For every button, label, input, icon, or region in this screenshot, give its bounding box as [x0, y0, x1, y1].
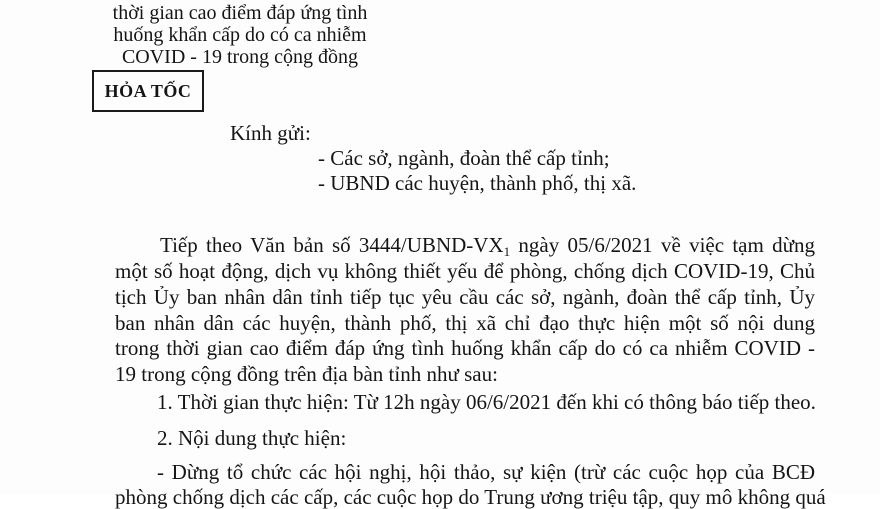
item-2-heading: 2. Nội dung thực hiện:: [157, 426, 347, 450]
item-2-bullet-line-2: phòng chống dịch các cấp, các cuộc họp do Trung ương triệu tập, quy mô không quá: [115, 485, 826, 509]
item-2-bullet-line-1: - Dừng tổ chức các hội nghị, hội thảo, sự kiện (trừ các cuộc họp của BCĐ: [157, 460, 815, 484]
body-paragraph-1-line-6: 19 trong cộng đồng trên địa bàn tỉnh như sau:: [115, 362, 498, 386]
body-paragraph-1-line-2: một số hoạt động, dịch vụ không thiết yếu để phòng, chống dịch COVID-19, Chủ: [115, 259, 815, 283]
urgency-stamp: [92, 70, 204, 112]
doc-ref-suffix: ngày 05/6/2021 về việc tạm dừng: [510, 233, 815, 257]
doc-ref-prefix: Tiếp theo Văn bản số 3444/UBND-VX: [160, 233, 504, 257]
subject-line-2: huống khẩn cấp do có ca nhiễm: [113, 24, 367, 46]
body-paragraph-1-line-1: [160, 233, 815, 259]
recipient-item-2: - UBND các huyện, thành phố, thị xã.: [318, 171, 637, 195]
body-paragraph-1-line-5: trong thời gian cao điểm đáp ứng tình huống khẩn cấp do có ca nhiễm COVID -: [115, 336, 815, 360]
body-paragraph-1-line-4: ban nhân dân các huyện, thành phố, thị xã chỉ đạo thực hiện một số nội dung: [115, 311, 815, 335]
subject-line-1: thời gian cao điểm đáp ứng tình: [112, 2, 368, 24]
item-1-time: 1. Thời gian thực hiện: Từ 12h ngày 06/6/2021 đến khi có thông báo tiếp theo.: [157, 390, 816, 414]
body-paragraph-1-line-3: tịch Ủy ban nhân dân tỉnh tiếp tục yêu cầu các sở, ngành, đoàn thể cấp tỉnh, Ủy: [115, 285, 815, 309]
recipients-heading: Kính gửi:: [230, 121, 311, 145]
urgency-label: HỎA TỐC: [104, 80, 192, 101]
recipient-item-1: - Các sở, ngành, đoàn thể cấp tỉnh;: [318, 146, 610, 170]
subject-line-3: COVID - 19 trong cộng đồng: [121, 46, 359, 68]
doc-ref-subscript: 1: [503, 244, 511, 259]
